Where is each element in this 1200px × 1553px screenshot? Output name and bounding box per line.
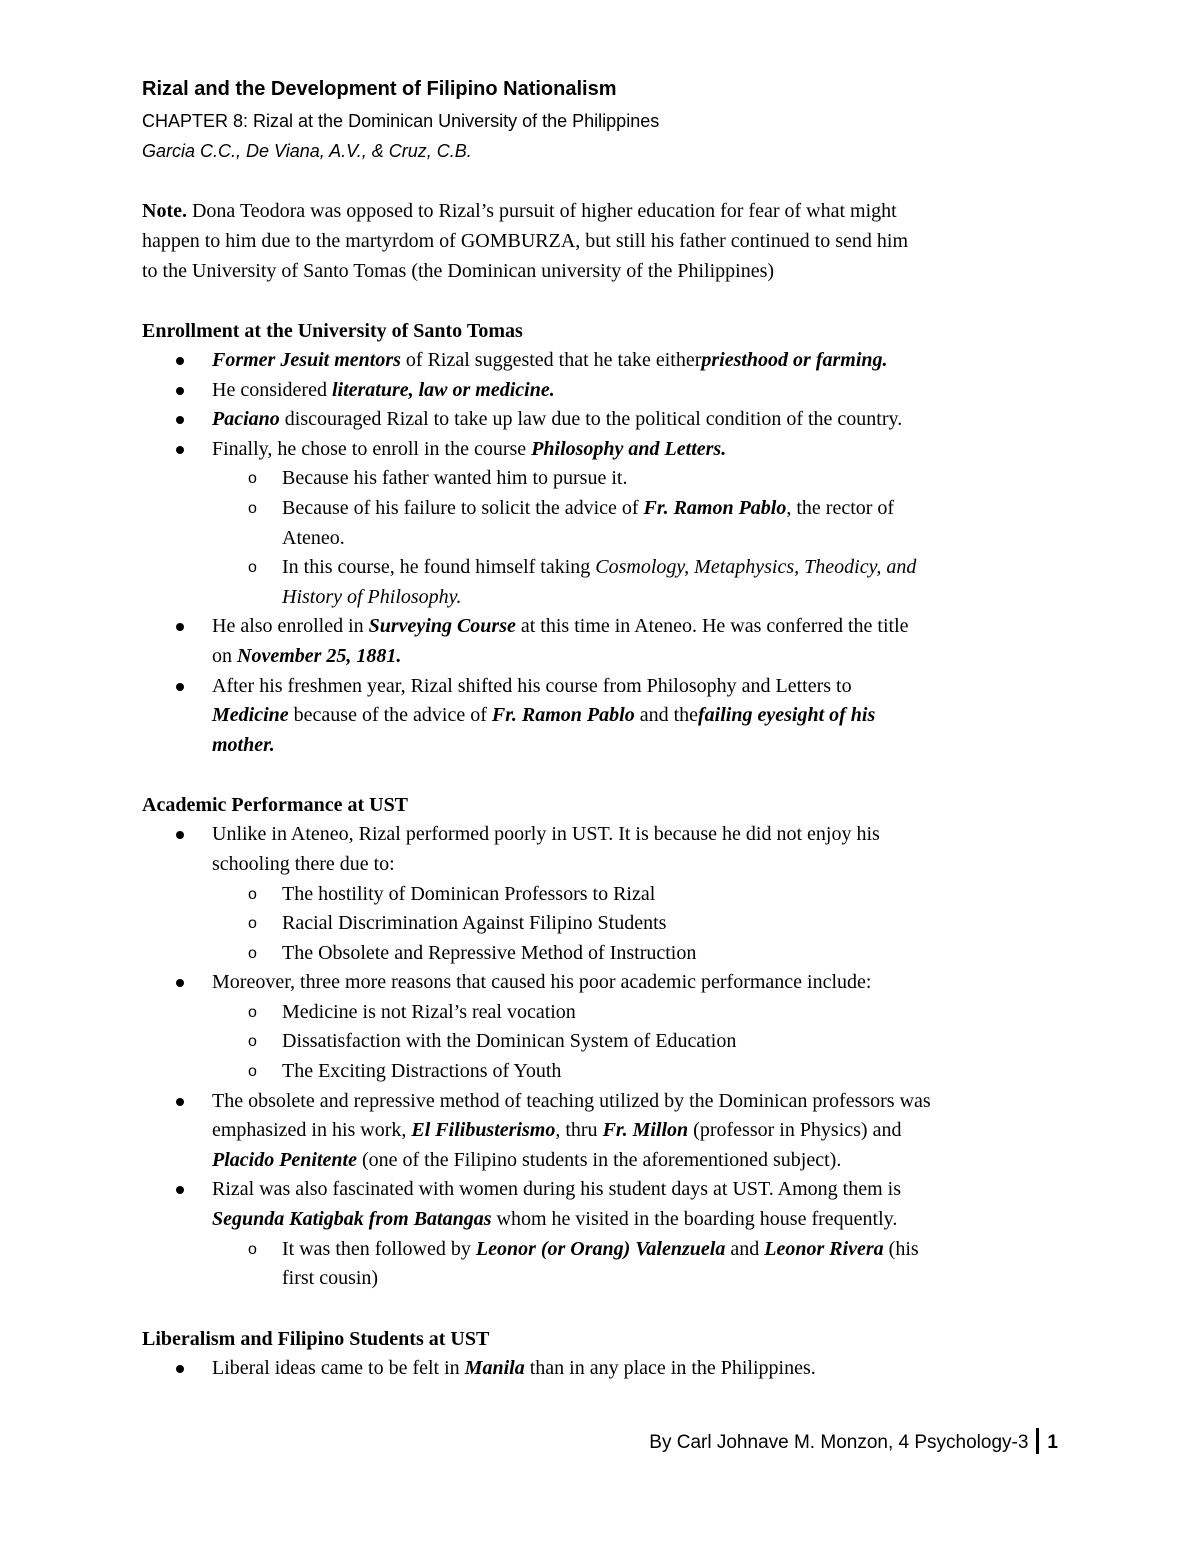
emphasis-text: El Filibusterismo <box>411 1119 556 1142</box>
list-text: than in any place in the Philippines. <box>524 1356 816 1379</box>
sub-list-item: o Medicine is not Rizal’s real vocation <box>212 998 1062 1028</box>
authors-line: Garcia C.C., De Viana, A.V., & Cruz, C.B. <box>142 141 472 161</box>
list-text: at this time in Ateneo. He was conferred the title <box>515 615 909 638</box>
emphasis-text: Philosophy and Letters. <box>531 437 727 460</box>
emphasis-text: Paciano <box>212 408 280 431</box>
emphasis-text: Fr. Ramon Pablo <box>491 704 635 727</box>
sub-list-item: o The Obsolete and Repressive Method of Instruction <box>212 939 1062 969</box>
emphasis-text: priesthood or farming. <box>701 349 888 371</box>
list-text: Rizal was also fascinated with women during his student days at UST. Among them is <box>212 1178 901 1201</box>
footer-separator <box>1036 1428 1039 1454</box>
list-item <box>142 1354 1062 1384</box>
sub-list-item: o The Exciting Distractions of Youth <box>212 1057 1062 1087</box>
sub-list <box>212 998 1062 1087</box>
sub-list <box>212 1235 1062 1294</box>
sub-list <box>212 464 1062 612</box>
list-text: discouraged Rizal to take up law due to the political condition of the country. <box>279 408 903 431</box>
list-text: Because of his failure to solicit the advice of <box>282 496 644 519</box>
emphasis-text: Leonor (or Orang) Valenzuela <box>475 1237 726 1260</box>
emphasis-text: Medicine <box>212 704 289 727</box>
list-text: because of the advice of <box>288 704 492 727</box>
emphasis-text: Surveying Course <box>368 615 516 638</box>
sub-list-item: o Dissatisfaction with the Dominican System of Education <box>212 1027 1062 1057</box>
enrollment-list <box>142 346 1062 760</box>
emphasis-text: November 25, 1881. <box>237 644 402 667</box>
chapter-title: CHAPTER 8: Rizal at the Dominican University of the Philippines <box>142 111 660 131</box>
list-text: Ateneo. <box>282 526 345 549</box>
sub-list-item <box>212 553 1062 612</box>
note-line: happen to him due to the martyrdom of GOMBURZA, but still his father continued to send him <box>142 230 909 252</box>
academic-list <box>142 820 1062 1294</box>
list-text: It was then followed by <box>282 1237 476 1260</box>
emphasis-text: Leonor Rivera <box>764 1237 884 1260</box>
list-text: (one of the Filipino students in the aforementioned subject). <box>356 1148 842 1171</box>
emphasis-text: Fr. Millon <box>602 1119 689 1142</box>
sub-list <box>212 880 1062 969</box>
emphasis-text: Former Jesuit mentors <box>212 349 401 371</box>
list-text: and <box>725 1237 765 1260</box>
list-item <box>142 376 1062 406</box>
section-heading-enrollment: Enrollment at the University of Santo Tomas <box>142 320 523 342</box>
list-item <box>142 672 1062 761</box>
emphasis-text: failing eyesight of his <box>698 704 876 727</box>
list-item <box>142 1087 1062 1176</box>
list-text: emphasized in his work, <box>212 1119 412 1142</box>
list-text: of Rizal suggested that he take either <box>400 349 702 371</box>
list-text: Moreover, three more reasons that caused his poor academic performance include: <box>212 971 872 994</box>
section-heading-academic: Academic Performance at UST <box>142 794 409 817</box>
document-title: Rizal and the Development of Filipino Nationalism <box>142 78 617 100</box>
list-item <box>142 435 1062 613</box>
list-text: and the <box>634 704 699 727</box>
list-text: , the rector of <box>786 496 895 519</box>
list-text: (his <box>883 1237 919 1260</box>
list-text: schooling there due to: <box>212 852 395 875</box>
list-item <box>142 612 1062 671</box>
emphasis-text: Segunda Katigbak from Batangas <box>212 1208 492 1231</box>
list-text: Unlike in Ateneo, Rizal performed poorly in UST. It is because he did not enjoy his <box>212 823 880 846</box>
list-text: (professor in Physics) and <box>688 1119 902 1142</box>
liberalism-list <box>142 1354 1062 1384</box>
list-text: Liberal ideas came to be felt in <box>212 1356 465 1379</box>
footer-byline: By Carl Johnave M. Monzon, 4 Psychology-3 <box>649 1432 1029 1453</box>
list-text: , thru <box>555 1119 603 1142</box>
italic-text: Cosmology, Metaphysics, Theodicy, and <box>595 556 917 579</box>
italic-text: History of Philosophy. <box>282 585 462 608</box>
list-text: He also enrolled in <box>212 615 369 638</box>
emphasis-text: Placido Penitente <box>212 1148 357 1171</box>
list-text: After his freshmen year, Rizal shifted his course from Philosophy and Letters to <box>212 674 852 697</box>
note-line: Dona Teodora was opposed to Rizal’s pursuit of higher education for fear of what might <box>186 200 897 222</box>
list-item <box>142 820 1062 968</box>
list-text: whom he visited in the boarding house frequently. <box>491 1208 898 1231</box>
list-text: In this course, he found himself taking <box>282 556 596 579</box>
sub-list-item <box>212 464 1062 494</box>
emphasis-text: Fr. Ramon Pablo <box>643 496 787 519</box>
list-text: on <box>212 644 237 667</box>
note-line: to the University of Santo Tomas (the Dominican university of the Philippines) <box>142 260 775 282</box>
sub-list-item <box>212 494 1062 553</box>
list-text: first cousin) <box>282 1267 379 1290</box>
emphasis-text: literature, law or medicine. <box>331 378 555 401</box>
list-item <box>142 405 1062 435</box>
list-item <box>142 968 1062 1086</box>
sub-list-item <box>212 1235 1062 1294</box>
emphasis-text: mother. <box>212 733 275 756</box>
emphasis-text: Manila <box>464 1356 525 1379</box>
page-footer <box>649 1428 1058 1458</box>
page-number: 1 <box>1047 1432 1058 1453</box>
list-text: Because his father wanted him to pursue it. <box>282 467 628 490</box>
note-paragraph <box>142 196 1062 286</box>
list-text: The obsolete and repressive method of teaching utilized by the Dominican professors was <box>212 1089 931 1112</box>
list-item <box>142 346 1062 376</box>
list-item <box>142 1175 1062 1293</box>
list-text: He considered <box>212 378 332 401</box>
document-page <box>142 72 1062 1383</box>
section-heading-liberalism: Liberalism and Filipino Students at UST <box>142 1327 490 1350</box>
sub-list-item: o The hostility of Dominican Professors to Rizal <box>212 880 1062 910</box>
sub-list-item: o Racial Discrimination Against Filipino Students <box>212 909 1062 939</box>
note-label: Note. <box>142 200 187 222</box>
list-text: Finally, he chose to enroll in the course <box>212 437 532 460</box>
